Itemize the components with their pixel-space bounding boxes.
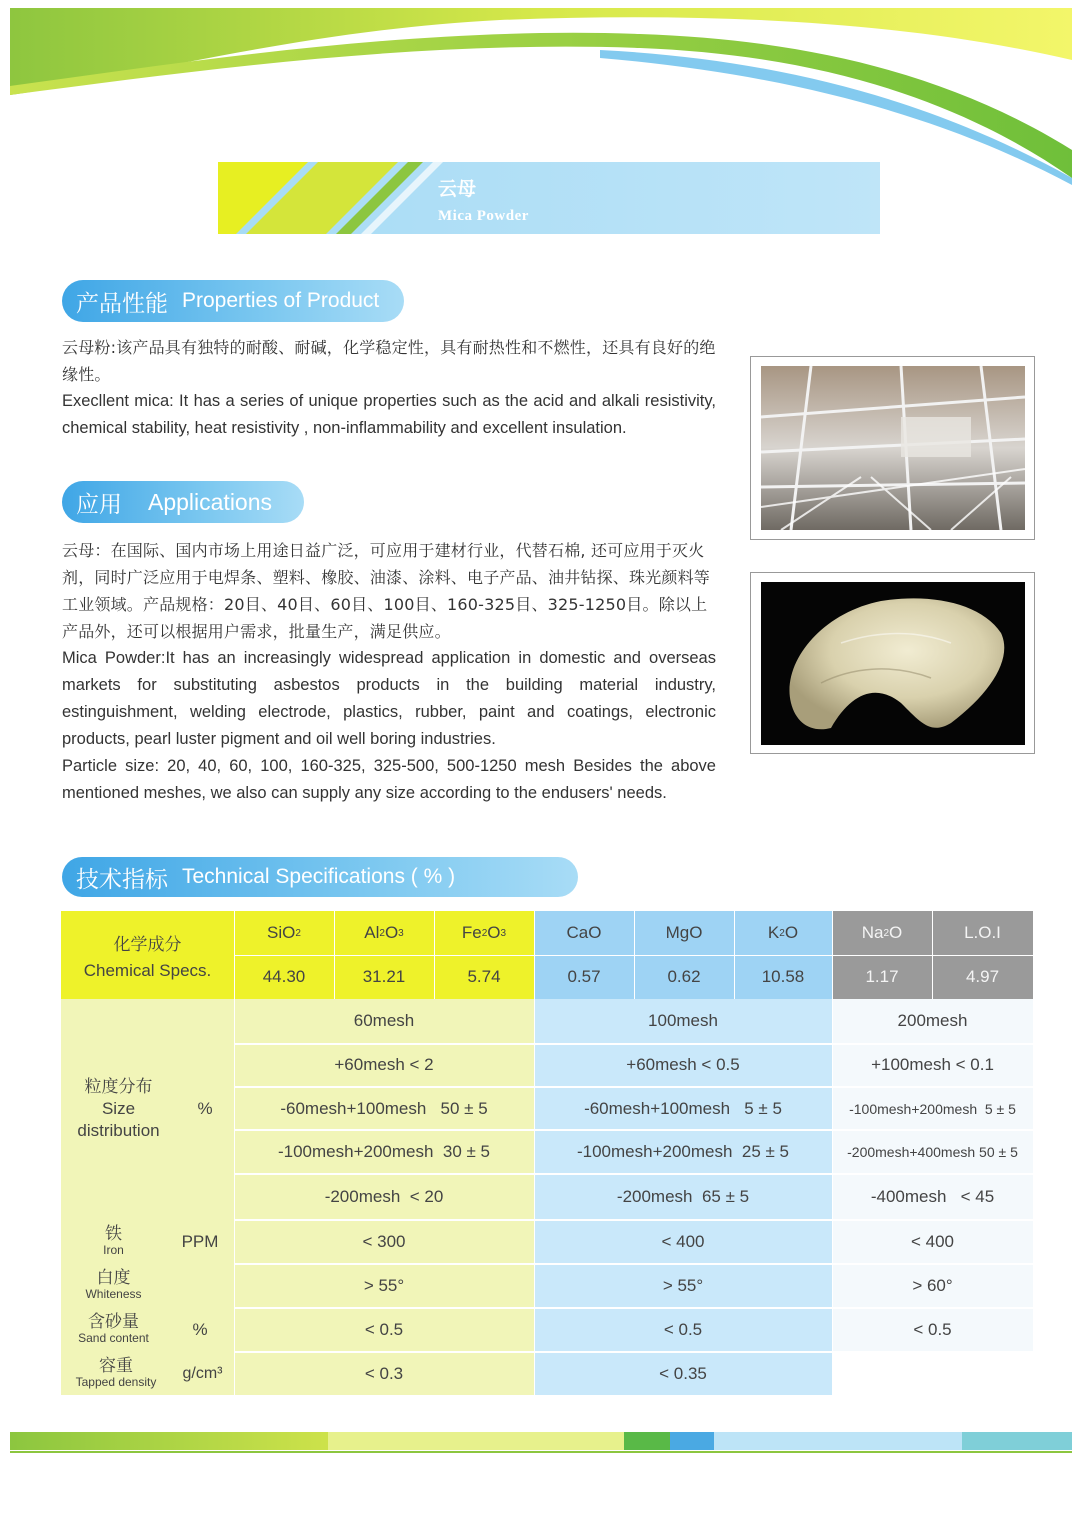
size-label [61,999,176,1219]
sand-value: < 0.5 [913,1320,952,1339]
properties-heading [62,280,404,322]
bottom-decorative-stripe [10,1432,1072,1454]
size-cell: -200mesh+400mesh 50 ± 5 [847,1144,1018,1160]
chem-value-mgo: 0.62 [634,955,734,999]
specs-heading-cn: 技术指标 [76,865,168,892]
size-unit: % [197,1099,213,1118]
row-unit-iron: PPM [181,1232,219,1251]
size-cell: -200mesh 65 ± 5 [616,1187,750,1206]
particle-size-text: Particle size: 20, 40, 60, 100, 160-325, 325-500, 500-1250 mesh Besides the above mentioned meshes, we also can supply any size according to the endusers' needs. [62,757,716,802]
title-english: Mica Powder [438,208,529,224]
properties-text-en: Execllent mica: It has a series of unique properties such as the acid and alkali resistivity, chemical stability, heat resistivity , non-inflammability and excellent insulation. [62,392,716,437]
chem-value-al2o3: 31.21 [334,955,434,999]
density-value: < 0.3 [364,1364,404,1383]
size-cell: -100mesh+200mesh 30 ± 5 [277,1142,491,1161]
properties-text-cn: 云母粉:该产品具有独特的耐酸、耐碱，化学稳定性，具有耐热性和不燃性，还具有良好的绝缘性。 [62,338,716,384]
size-cell: -60mesh+100mesh 50 ± 5 [280,1098,488,1118]
applications-heading [62,481,304,523]
whiteness-value: > 60° [912,1276,953,1295]
chem-value-sio2: 44.30 [234,955,334,999]
sand-value: < 0.5 [663,1320,703,1339]
chem-label-cn: 化学成分 [113,934,182,954]
row-unit-density: g/cm³ [182,1365,223,1382]
chem-header-loi: L.O.I [932,911,1033,955]
properties-heading-en: Properties of Product [182,289,380,312]
title-chinese: 云母 [438,178,477,200]
properties-heading-cn: 产品性能 [76,289,168,316]
size-cell: +60mesh < 2 [334,1055,434,1074]
mica-rock-photo [750,572,1035,754]
chem-value-loi: 4.97 [932,955,1033,999]
specs-heading-en: Technical Specifications ( % ) [182,865,456,888]
chem-value-k2o: 10.58 [734,955,832,999]
size-cell: +100mesh < 0.1 [871,1055,994,1074]
factory-photo [750,356,1035,540]
size-cell: -100mesh+200mesh 5 ± 5 [849,1100,1016,1117]
size-label-en2: distribution [77,1121,160,1140]
size-cell: 100mesh [648,1011,718,1030]
iron-value: < 400 [910,1232,954,1251]
size-cell: 200mesh [897,1011,968,1030]
chem-header-al2o3: Al 2 O 3 [334,911,434,955]
iron-value: < 400 [661,1232,705,1251]
size-cell: -200mesh < 20 [324,1187,444,1206]
properties-text [62,334,716,442]
whiteness-value: > 55° [662,1276,704,1295]
chem-value-cao: 0.57 [534,955,634,999]
row-unit-whiteness [166,1265,234,1307]
row-unit-sand: % [192,1320,208,1339]
applications-text-en: Mica Powder:It has an increasingly widespread application in domestic and overseas markets for substituting asbestos products in the building material industry, estinguishment, welding electrode, plastics, rubber, paint and coatings, electronic products, pearl luster pigment and oil well boring industries. [62,649,716,748]
chem-header-mgo: MgO [634,911,734,955]
specs-heading [62,857,578,897]
size-cell: -60mesh+100mesh 5 ± 5 [584,1098,782,1118]
density-value [832,1353,1033,1395]
row-label-density: 容重 Tapped density [75,1356,157,1389]
size-cell: +60mesh < 0.5 [626,1055,740,1074]
chem-header-fe2o3: Fe 2 O 3 [434,911,534,955]
grid-line [234,955,1033,956]
chem-value-na2o: 1.17 [832,955,932,999]
sand-value: < 0.5 [364,1320,404,1339]
whiteness-value: > 55° [363,1276,405,1295]
iron-value: < 300 [362,1232,406,1251]
applications-text-cn: 云母：在国际、国内市场上用途日益广泛，可应用于建材行业，代替石棉, 还可应用于灭火剂，同时广泛应用于电焊条、塑料、橡胶、油漆、涂料、电子产品、油井钻探、珠光颜料等工业领域。产品规格：20目、40目、60目、100目、160-325目、325-1250目。除以上产品外，还可以根据用户需求，批量生产，满足供应。 [62,541,711,641]
applications-heading-en: Applications [148,488,273,515]
chem-header-cao: CaO [534,911,634,955]
size-cell: -400mesh < 45 [870,1187,995,1206]
row-label-whiteness: 白度 Whiteness [85,1268,142,1301]
applications-text [62,537,716,807]
density-value: < 0.35 [659,1364,707,1383]
chem-header-na2o: Na 2 O [832,911,932,955]
size-label-cn: 粒度分布 [84,1077,153,1096]
specs-table [61,911,1033,1395]
chem-value-fe2o3: 5.74 [434,955,534,999]
title-banner [218,162,880,234]
row-label-sand: 含砂量 Sand content [78,1312,149,1345]
chem-label [61,911,234,999]
chem-header-sio2: SiO 2 [234,911,334,955]
row-label-iron: 铁 Iron [103,1224,124,1257]
size-label-en1: Size [101,1099,136,1118]
size-cell: 60mesh [353,1011,415,1030]
chem-label-en: Chemical Specs. [83,960,212,980]
size-cell: -100mesh+200mesh 25 ± 5 [576,1142,790,1161]
chem-header-k2o: K 2 O [734,911,832,955]
applications-heading-cn: 应用 [76,490,122,517]
